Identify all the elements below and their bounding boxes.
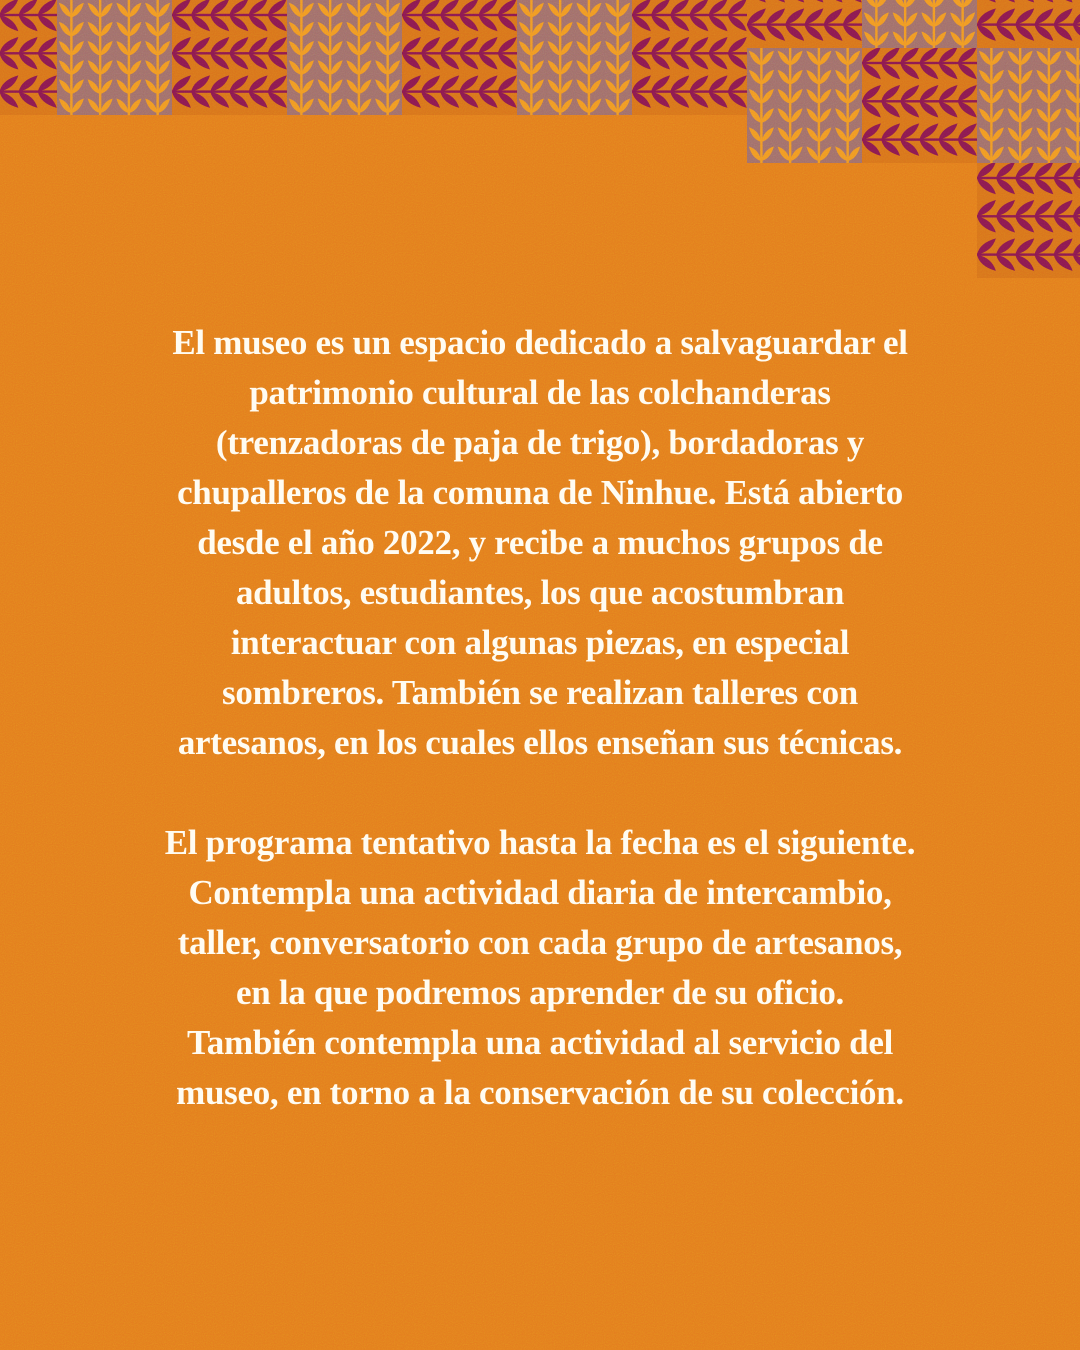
text-line: patrimonio cultural de las colchanderas: [249, 373, 831, 412]
text-line: interactuar con algunas piezas, en especial: [230, 623, 850, 662]
text-line: El programa tentativo hasta la fecha es el siguiente.: [164, 823, 916, 862]
text-line: sombreros. También se realizan talleres con: [222, 673, 858, 712]
program-paragraph: [35, 818, 1045, 1118]
text-line: También contempla una actividad al servicio del: [186, 1023, 894, 1062]
text-line: (trenzadoras de paja de trigo), bordadoras y: [215, 423, 865, 462]
text-line: desde el año 2022, y recibe a muchos grupos de: [197, 523, 883, 562]
text-line: Contempla una actividad diaria de intercambio,: [188, 873, 892, 912]
text-line: museo, en torno a la conservación de su colección.: [176, 1073, 904, 1112]
text-line: chupalleros de la comuna de Ninhue. Está abierto: [177, 473, 903, 512]
text-line: en la que podremos aprender de su oficio.: [235, 973, 845, 1012]
text-line: taller, conversatorio con cada grupo de artesanos,: [177, 923, 903, 962]
museum-description-paragraph: [35, 318, 1045, 768]
text-line: El museo es un espacio dedicado a salvaguardar el: [172, 323, 908, 362]
text-line: artesanos, en los cuales ellos enseñan sus técnicas.: [177, 723, 903, 762]
text-line: adultos, estudiantes, los que acostumbran: [235, 573, 845, 612]
body-text: [35, 318, 1045, 1118]
